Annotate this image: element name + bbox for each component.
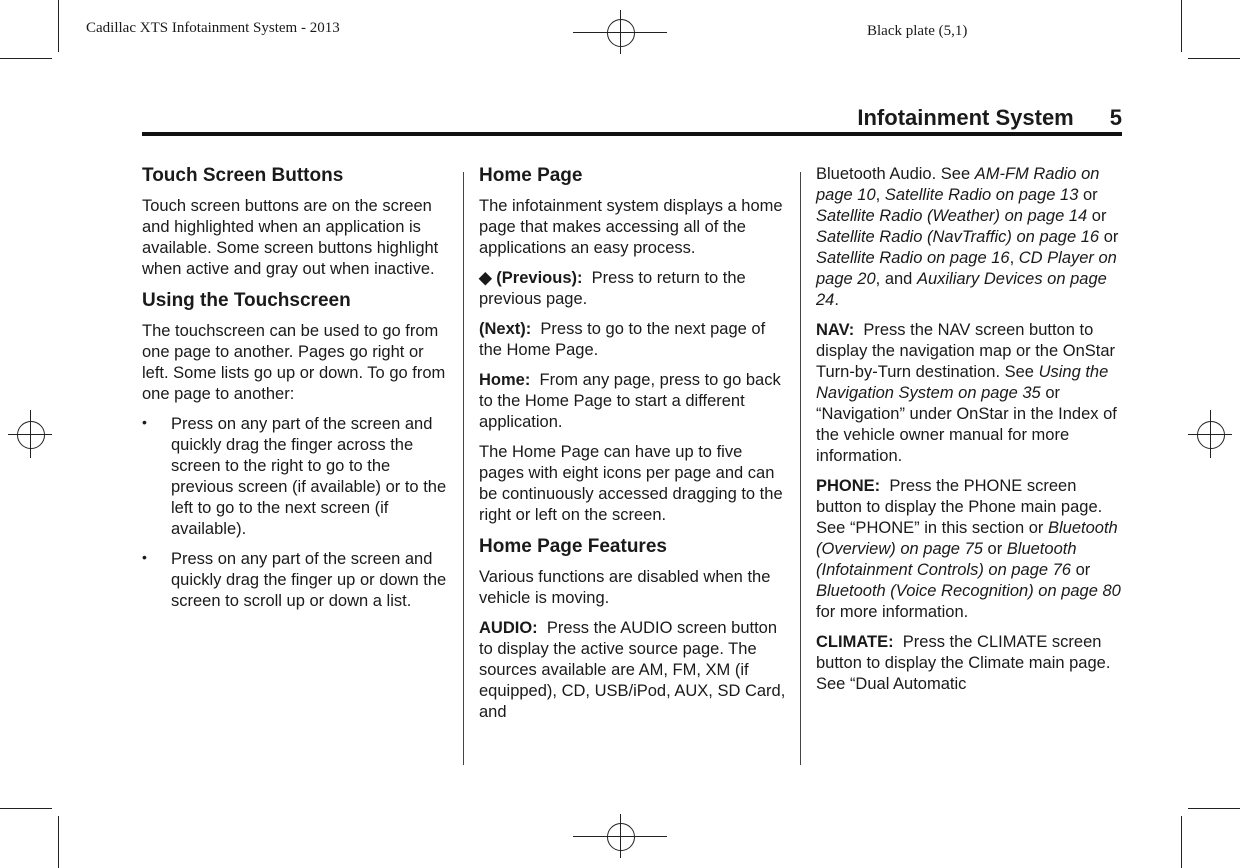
term-label: AUDIO:	[479, 619, 538, 637]
section-title: Infotainment System	[857, 105, 1074, 130]
book-title: Cadillac XTS Infotainment System - 2013	[86, 20, 340, 36]
phone-definition	[816, 476, 1122, 623]
crop-mark	[0, 808, 52, 809]
heading-using-touchscreen: Using the Touchscreen	[142, 290, 351, 311]
text: or	[987, 540, 1003, 558]
term-label: Home:	[479, 371, 531, 389]
paragraph: The infotainment system displays a home page that makes accessing all of the applications an easy process.	[479, 197, 783, 257]
term-text: Press the AUDIO screen button to display the active source page. The sources available are AM, FM, XM (if equipped), CD, USB/iPod, AUX, SD Card, and	[479, 619, 786, 721]
term-label: CLIMATE:	[816, 633, 894, 651]
cross-reference: Satellite Radio (Weather) on page 14	[816, 207, 1088, 225]
term-label: NAV:	[816, 321, 855, 339]
cross-reference: CD Player on page 20	[816, 249, 1117, 288]
heading-touch-screen-buttons: Touch Screen Buttons	[142, 165, 344, 186]
list-item-text: Press on any part of the screen and quickly drag the finger up or down the screen to scroll up or down a list.	[171, 550, 447, 610]
heading-home-page: Home Page	[479, 165, 583, 186]
term-text: Press to return to the previous page.	[479, 269, 746, 308]
paragraph: The touchscreen can be used to go from one page to another. Pages go right or left. Some lists go up or down. To go from one page to another:	[142, 322, 446, 403]
paragraph: Touch screen buttons are on the screen and highlighted when an application is available. Some screen buttons highlight when active and gray out when inactive.	[142, 197, 439, 278]
cross-reference: Using the Navigation System on page 35	[816, 363, 1109, 402]
column-2	[479, 164, 787, 732]
crop-mark	[58, 0, 59, 52]
term-label: (Previous):	[496, 269, 583, 287]
bullet-list	[142, 414, 448, 612]
paragraph: Various functions are disabled when the vehicle is moving.	[479, 568, 771, 607]
cross-reference: Bluetooth (Voice Recognition) on page 80	[816, 582, 1121, 600]
column-divider	[463, 172, 464, 765]
registration-circle	[607, 19, 635, 47]
previous-arrow-icon: ◆	[479, 269, 492, 287]
audio-definition	[479, 618, 787, 723]
text: or	[1075, 561, 1091, 579]
cross-reference: Satellite Radio (NavTraffic) on page 16	[816, 228, 1100, 246]
term-label: PHONE:	[816, 477, 881, 495]
header-rule	[142, 132, 1122, 136]
crop-mark	[58, 816, 59, 868]
term-text: Press to go to the next page of the Home Page.	[479, 320, 766, 359]
home-definition	[479, 370, 787, 433]
term-text: for more information.	[816, 603, 969, 621]
nav-definition	[816, 320, 1122, 467]
crop-mark	[1188, 58, 1240, 59]
cross-reference: Satellite Radio on page 16	[816, 249, 1010, 267]
bullet-icon: •	[142, 549, 147, 565]
audio-continuation: Bluetooth Audio. See AM-FM Radio on page 10, Satellite Radio on page 13 or Satellite Radio (Weather) on page 14 or Satellite Radio (NavTraffic) on page 16 or Satellite Radio on page 16, CD Player on page 20, and Auxiliary Devices on page 24.	[816, 165, 1119, 309]
plate-label: Black plate (5,1)	[867, 23, 968, 39]
column-3	[816, 164, 1122, 704]
cross-reference: Bluetooth (Infotainment Controls) on page 76	[816, 540, 1077, 579]
term-text: Press the NAV screen button to display the navigation map or the OnStar Turn-by-Turn destination. See	[816, 321, 1116, 381]
term-label: (Next):	[479, 320, 532, 338]
registration-circle	[17, 421, 45, 449]
page-number: 5	[1109, 105, 1122, 130]
previous-definition	[479, 268, 787, 310]
paragraph: The Home Page can have up to five pages with eight icons per page and can be continuously accessed dragging to the right or left on the screen.	[479, 443, 783, 524]
heading-home-page-features: Home Page Features	[479, 536, 667, 557]
cross-reference: AM-FM Radio on page 10	[816, 165, 1100, 204]
list-item	[142, 549, 448, 612]
list-item	[142, 414, 448, 540]
term-text: Press the CLIMATE screen button to display the Climate main page. See “Dual Automatic	[816, 633, 1111, 693]
text: or	[1103, 228, 1119, 246]
term-text: From any page, press to go back to the Home Page to start a different application.	[479, 371, 781, 431]
registration-circle	[607, 823, 635, 851]
registration-circle	[1197, 421, 1225, 449]
text: Bluetooth Audio. See	[816, 165, 971, 183]
column-1	[142, 164, 448, 621]
column-divider	[800, 172, 801, 765]
cross-reference: Satellite Radio on page 13	[884, 186, 1079, 204]
crop-mark	[1181, 816, 1182, 868]
cross-reference: Bluetooth (Overview) on page 75	[816, 519, 1118, 558]
next-definition	[479, 319, 787, 361]
crop-mark	[1181, 0, 1182, 52]
crop-mark	[1188, 808, 1240, 809]
text: or	[1091, 207, 1107, 225]
term-text: Press the PHONE screen button to display the Phone main page. See “PHONE” in this section or	[816, 477, 1103, 537]
term-text: or “Navigation” under OnStar in the Index of the vehicle owner manual for more information.	[816, 384, 1117, 465]
crop-mark	[0, 58, 52, 59]
page-header	[857, 105, 1122, 131]
text: , and	[875, 270, 913, 288]
list-item-text: Press on any part of the screen and quickly drag the finger across the screen to the right to go to the previous screen (if available) or to the left to go to the next screen (if available).	[171, 415, 447, 538]
text: or	[1082, 186, 1098, 204]
climate-definition	[816, 632, 1122, 695]
bullet-icon: •	[142, 414, 147, 430]
cross-reference: Auxiliary Devices on page 24	[816, 270, 1107, 309]
